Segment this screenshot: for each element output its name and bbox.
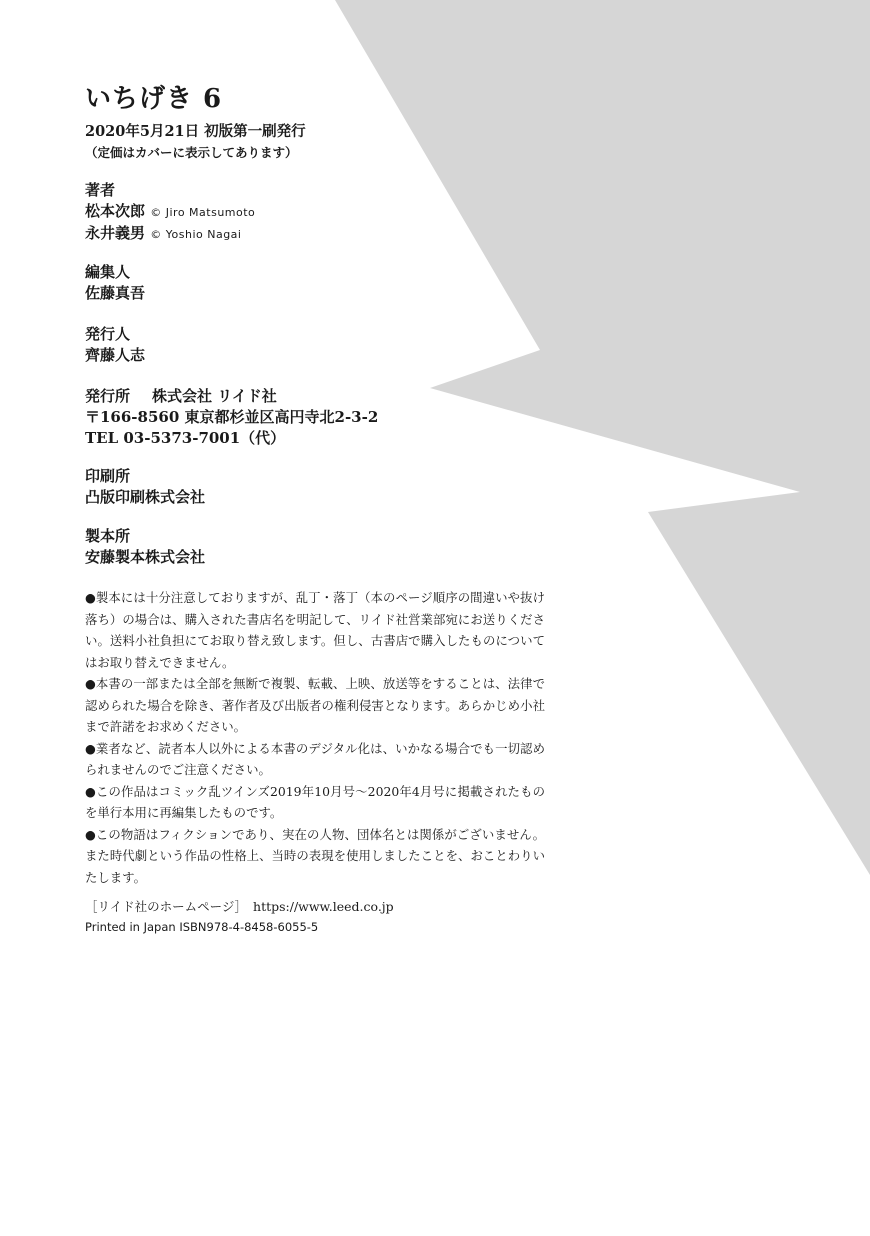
publisher-row xyxy=(85,386,378,407)
notice-item: ●この物語はフィクションであり、実在の人物、団体名とは関係がございません。また時代劇という作品の性格上、当時の表現を使用しましたことを、おことわりいたします。 xyxy=(85,826,545,885)
binder-name: 安藤製本株式会社 xyxy=(85,548,206,566)
binder-label: 製本所 xyxy=(85,527,131,545)
notice-item: ●業者など、読者本人以外による本書のデジタル化は、いかなる場合でも一切認められませんのでご注意ください。 xyxy=(85,740,545,777)
publisher-address: 〒166-8560 東京都杉並区高円寺北2-3-2 xyxy=(85,408,379,426)
author-row xyxy=(85,223,255,245)
notice-item: ●製本には十分注意しておりますが、乱丁・落丁（本のページ順序の間違いや抜け落ち）の場合は、購入された書店名を明記して、リイド社営業部宛にお送りください。送料小社負担にてお取り替え致します。但し、古書店で購入したものについてはお取り替えできません。 xyxy=(85,590,545,670)
authors-section xyxy=(85,180,255,245)
publisher-person-name: 齊藤人志 xyxy=(85,346,146,364)
publisher-person-section xyxy=(85,324,145,366)
publication-date: 2020年5月21日 初版第一刷発行 xyxy=(85,123,306,140)
author-credit: © Yoshio Nagai xyxy=(150,228,242,241)
homepage-url[interactable]: https://www.leed.co.jp xyxy=(253,899,394,914)
author-name: 松本次郎 xyxy=(85,202,146,220)
author-row xyxy=(85,201,255,223)
binder-section xyxy=(85,526,205,568)
publisher-section xyxy=(85,386,378,449)
editor-label: 編集人 xyxy=(85,263,131,281)
publisher-label: 発行所 xyxy=(85,387,131,405)
notice-item: ●本書の一部または全部を無断で複製、転載、上映、放送等をすることは、法律で認められた場合を除き、著作者及び出版者の権利侵害となります。あらかじめ小社まで許諾をお求めください。 xyxy=(85,676,545,734)
book-title: いちげき 6 xyxy=(85,84,223,114)
notice-item: ●この作品はコミック乱ツインズ2019年10月号〜2020年4月号に掲載されたものを単行本用に再編集したものです。 xyxy=(85,783,545,820)
notices-list xyxy=(85,587,545,888)
author-credit: © Jiro Matsumoto xyxy=(150,206,256,219)
author-name: 永井義男 xyxy=(85,224,146,242)
publisher-tel: TEL 03-5373-7001（代） xyxy=(85,429,286,447)
homepage-line xyxy=(85,897,394,915)
printer-name: 凸版印刷株式会社 xyxy=(85,488,206,506)
homepage-label: ［リイド社のホームページ］ xyxy=(85,899,248,914)
price-note: （定価はカバーに表示してあります） xyxy=(85,145,298,160)
publisher-person-label: 発行人 xyxy=(85,325,131,343)
editor-name: 佐藤真吾 xyxy=(85,284,146,302)
editor-section xyxy=(85,262,145,304)
isbn-line: Printed in Japan ISBN978-4-8458-6055-5 xyxy=(85,920,319,934)
publisher-company: 株式会社 リイド社 xyxy=(152,387,277,405)
printer-section xyxy=(85,466,205,508)
printer-label: 印刷所 xyxy=(85,467,131,485)
authors-label: 著者 xyxy=(85,181,116,199)
